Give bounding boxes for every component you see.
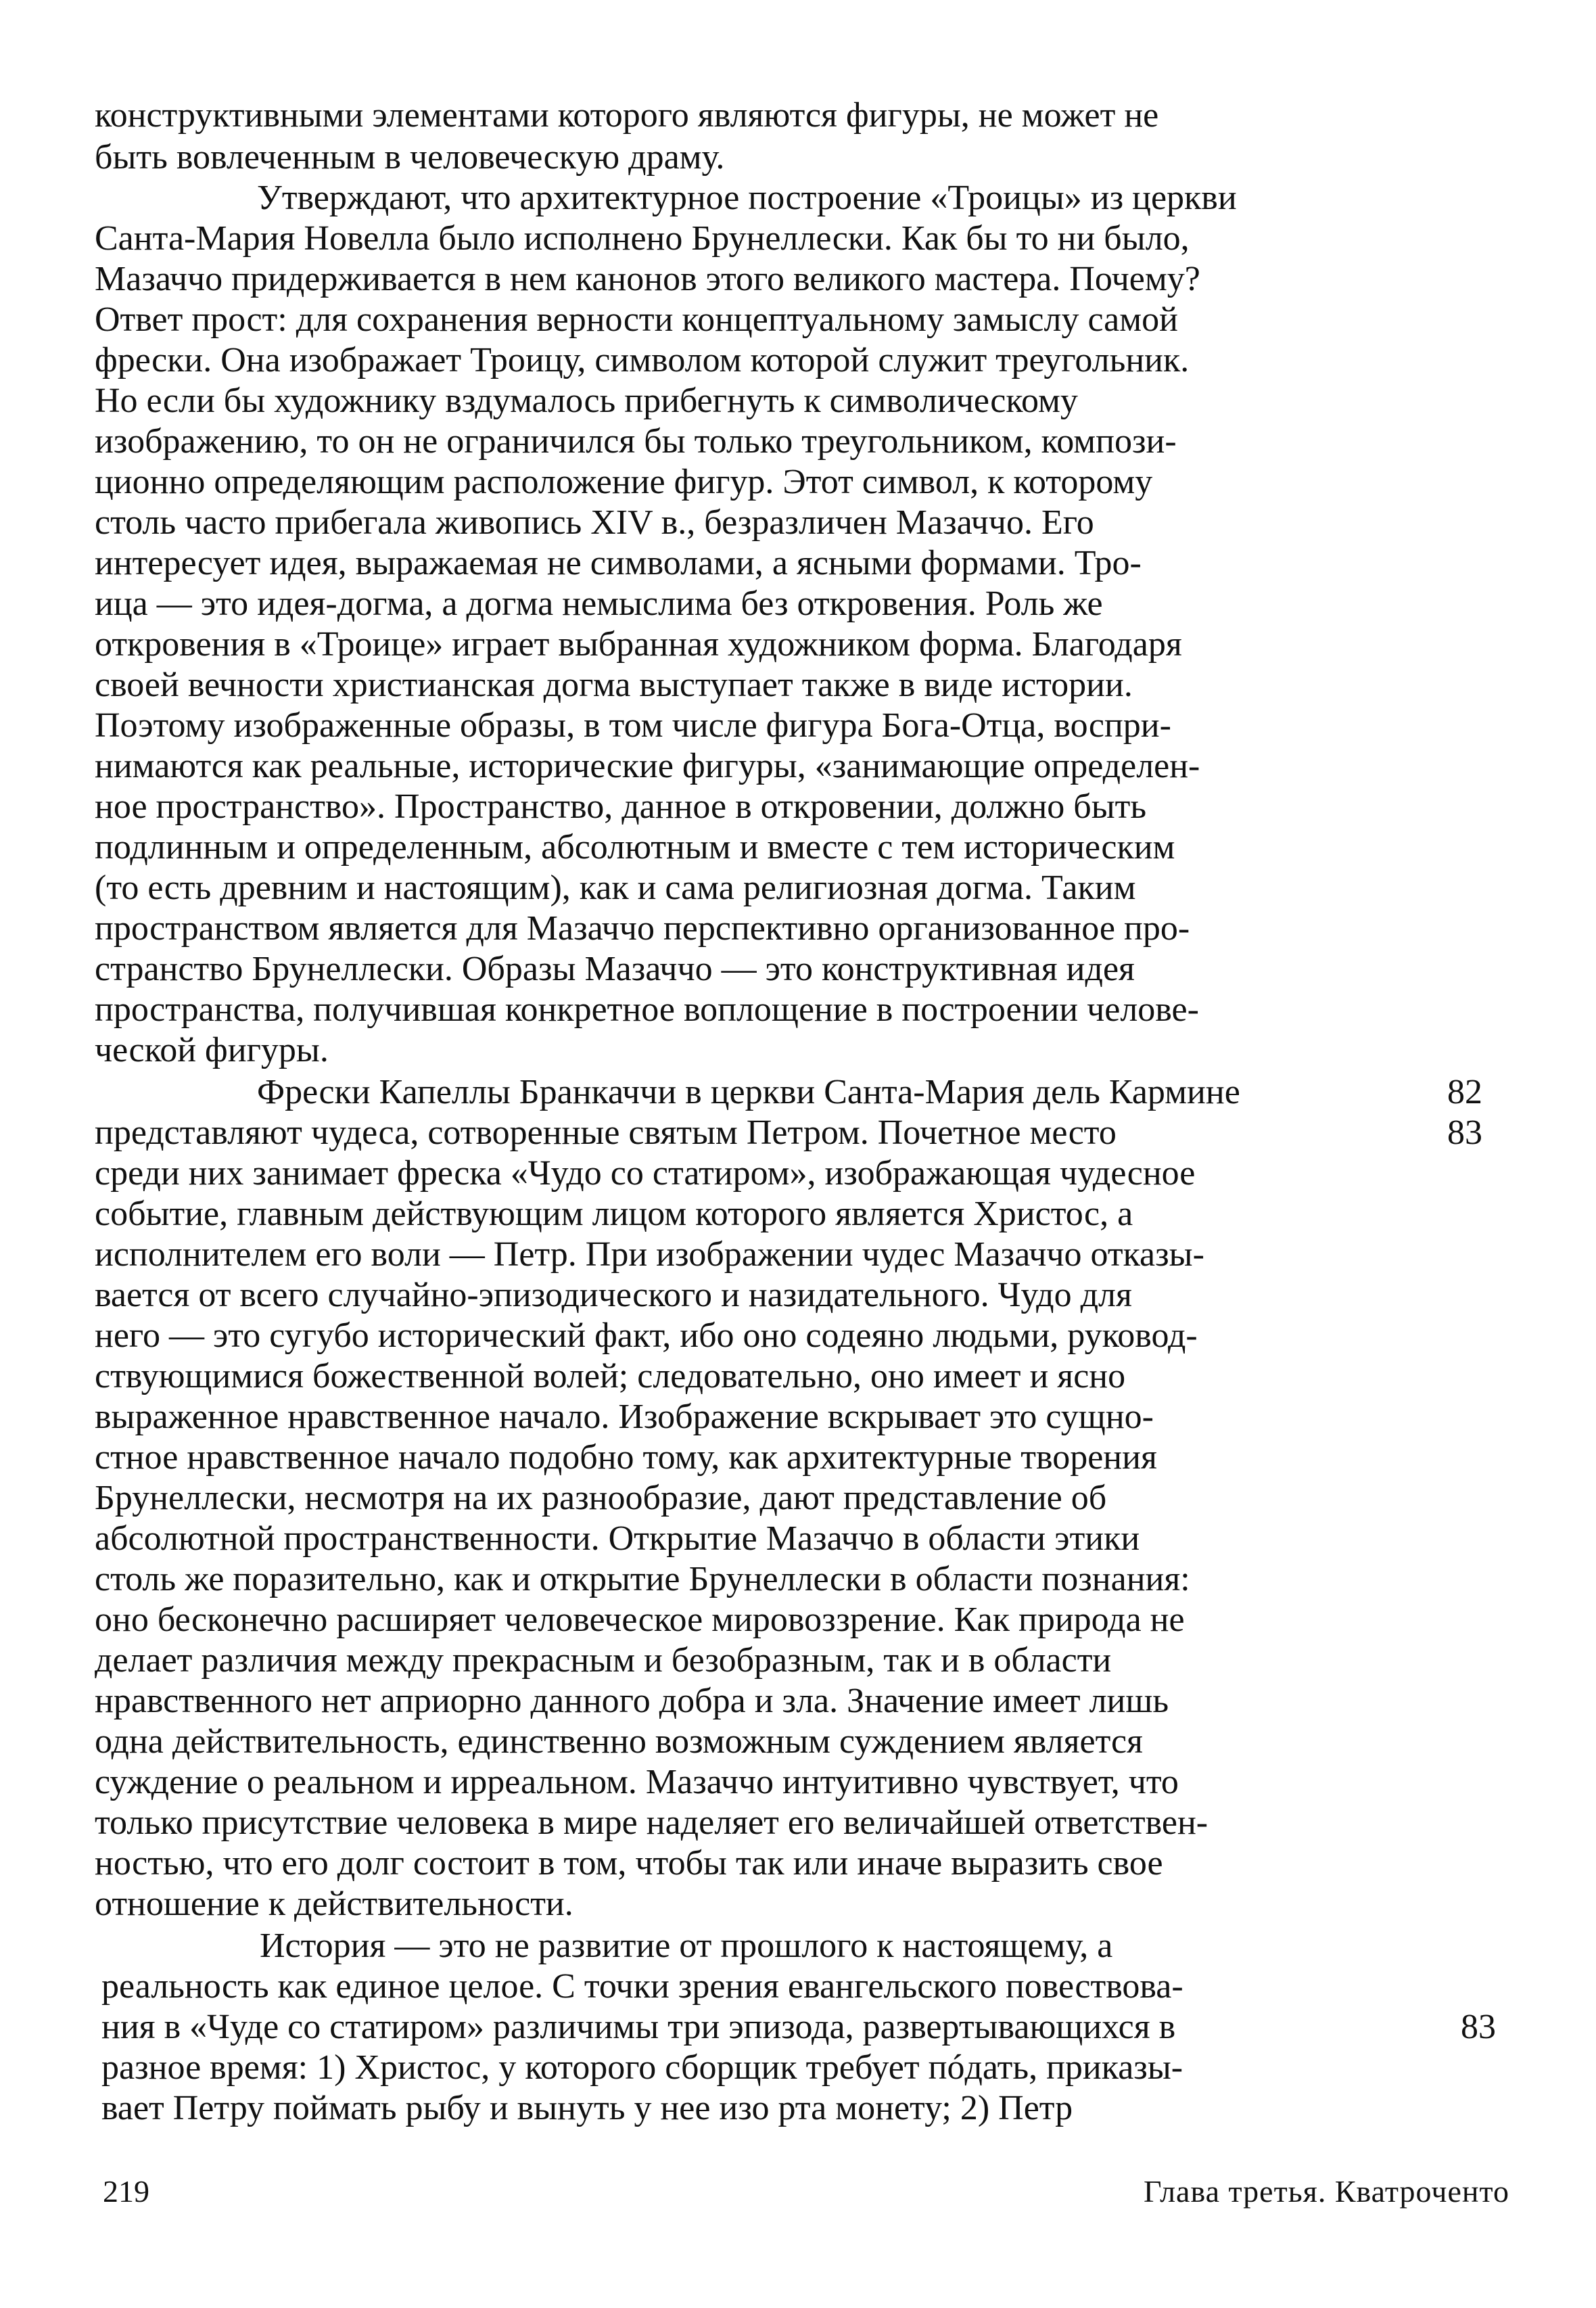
text-line: разное время: 1) Христос, у которого сборщик требует пóдать, приказы-	[101, 2048, 1183, 2087]
text-line: одна действительность, единственно возможным суждением является	[95, 1722, 1143, 1761]
text-line: интересует идея, выражаемая не символами, а ясными формами. Тро-	[95, 544, 1142, 582]
text-line: нимаются как реальные, исторические фигуры, «занимающие определен-	[95, 747, 1200, 785]
text-line: откровения в «Троице» играет выбранная художником форма. Благодаря	[95, 625, 1182, 664]
text-line: вает Петру поймать рыбу и вынуть у нее изо рта монету; 2) Петр	[101, 2089, 1073, 2127]
text-line: столь часто прибегала живопись XIV в., безразличен Мазаччо. Его	[95, 503, 1094, 542]
text-line: ционно определяющим расположение фигур. Этот символ, к которому	[95, 463, 1153, 501]
text-line: ния в «Чуде со статиром» различимы три эпизода, развертывающихся в	[101, 2008, 1176, 2046]
text-line: фрески. Она изображает Троицу, символом которой служит треугольник.	[95, 341, 1190, 379]
text-line: вается от всего случайно-эпизодического и назидательного. Чудо для	[95, 1276, 1132, 1314]
margin-figure-ref: 82	[1447, 1073, 1482, 1111]
text-line: исполнителем его воли — Петр. При изображении чудес Мазаччо отказы-	[95, 1235, 1204, 1274]
text-line: Брунеллески, несмотря на их разнообразие, дают представление об	[95, 1479, 1107, 1517]
text-line: реальность как единое целое. С точки зрения евангельского повествова-	[101, 1967, 1183, 2006]
text-line: нравственного нет априорно данного добра и зла. Значение имеет лишь	[95, 1682, 1169, 1720]
text-line: Утверждают, что архитектурное построение «Троицы» из церкви	[257, 179, 1237, 217]
text-line: Мазаччо придерживается в нем канонов этого великого мастера. Почему?	[95, 260, 1200, 298]
text-line: среди них занимает фреска «Чудо со статиром», изображающая чудесное	[95, 1154, 1196, 1193]
text-line: странство Брунеллески. Образы Мазаччо — это конструктивная идея	[95, 950, 1135, 988]
text-line: конструктивными элементами которого являются фигуры, не может не	[95, 96, 1159, 135]
text-line: пространством является для Мазаччо перспективно организованное про-	[95, 909, 1190, 948]
text-line: делает различия между прекрасным и безобразным, так и в области	[95, 1641, 1112, 1680]
text-line: Санта-Мария Новелла было исполнено Брунеллески. Как бы то ни было,	[95, 219, 1190, 258]
text-line: событие, главным действующим лицом которого является Христос, а	[95, 1195, 1133, 1233]
text-line: стное нравственное начало подобно тому, как архитектурные творения	[95, 1438, 1157, 1477]
text-line: Поэтому изображенные образы, в том числе фигура Бога-Отца, воспри-	[95, 706, 1171, 745]
text-line: выраженное нравственное начало. Изображение вскрывает это сущно-	[95, 1398, 1154, 1436]
text-line: подлинным и определенным, абсолютным и вместе с тем историческим	[95, 828, 1175, 867]
text-line: него — это сугубо исторический факт, ибо оно содеяно людьми, руковод-	[95, 1316, 1198, 1355]
text-line: ное пространство». Пространство, данное в откровении, должно быть	[95, 787, 1147, 826]
margin-figure-ref: 83	[1461, 2008, 1496, 2046]
page-number: 219	[103, 2174, 149, 2209]
text-line: История — это не развитие от прошлого к настоящему, а	[260, 1926, 1113, 1965]
text-line: ческой фигуры.	[95, 1031, 329, 1069]
text-line: (то есть древним и настоящим), как и сама религиозная догма. Таким	[95, 869, 1136, 907]
margin-figure-ref: 83	[1447, 1113, 1482, 1152]
text-line: ствующимися божественной волей; следовательно, оно имеет и ясно	[95, 1357, 1126, 1395]
text-line: абсолютной пространственности. Открытие Мазаччо в области этики	[95, 1519, 1140, 1558]
text-line: столь же поразительно, как и открытие Брунеллески в области познания:	[95, 1560, 1190, 1598]
text-line: ностью, что его долг состоит в том, чтобы так или иначе выразить свое	[95, 1844, 1163, 1883]
text-line: пространства, получившая конкретное воплощение в построении челове-	[95, 990, 1199, 1029]
text-line: ица — это идея-догма, а догма немыслима без откровения. Роль же	[95, 584, 1103, 623]
text-line: только присутствие человека в мире наделяет его величайшей ответствен-	[95, 1803, 1208, 1842]
text-line: Фрески Капеллы Бранкаччи в церкви Санта-Мария дель Кармине	[257, 1073, 1240, 1111]
text-line: своей вечности христианская догма выступает также в виде истории.	[95, 666, 1133, 704]
text-line: отношение к действительности.	[95, 1885, 573, 1923]
running-head: Глава третья. Кватроченто	[1143, 2174, 1509, 2209]
text-line: представляют чудеса, сотворенные святым Петром. Почетное место	[95, 1113, 1117, 1152]
text-line: Но если бы художнику вздумалось прибегнуть к символическому	[95, 382, 1078, 420]
text-line: суждение о реальном и ирреальном. Мазаччо интуитивно чувствует, что	[95, 1763, 1179, 1801]
text-line: оно бесконечно расширяет человеческое мировоззрение. Как природа не	[95, 1600, 1185, 1639]
text-line: изображению, то он не ограничился бы только треугольником, компози-	[95, 422, 1177, 461]
text-line: быть вовлеченным в человеческую драму.	[95, 138, 725, 177]
text-line: Ответ прост: для сохранения верности концептуальному замыслу самой	[95, 300, 1178, 339]
